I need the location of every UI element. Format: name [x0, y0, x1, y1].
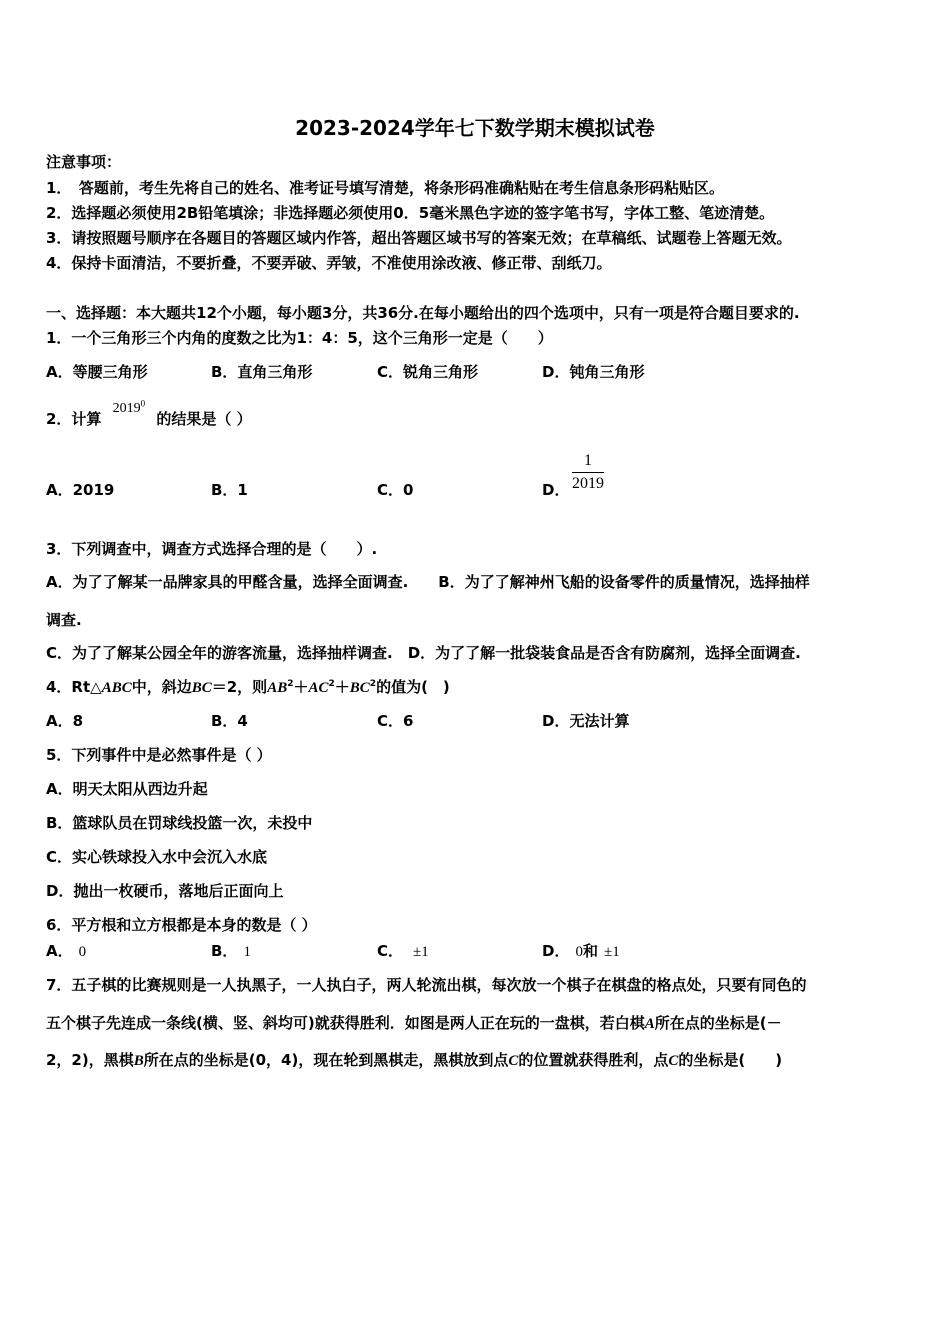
q2-stem-post: 的结果是（ ） [156, 410, 252, 428]
q3-options-line-2: 调查. [46, 611, 82, 629]
q6-a-value: 0 [78, 944, 87, 960]
q6-d-and: 和 [582, 942, 598, 960]
q5-option-a: A．明天太阳从西边升起 [46, 780, 208, 798]
q7-point-c: C [508, 1053, 519, 1069]
q1-option-b: B．直角三角形 [211, 363, 313, 381]
q2-expression [112, 398, 146, 417]
q6-option-a [46, 940, 86, 961]
q4-option-c: C．6 [377, 712, 414, 730]
question-5-stem: 5．下列事件中是必然事件是（ ） [46, 746, 272, 764]
q2-option-b: B．1 [211, 481, 248, 499]
q4-option-a: A．8 [46, 712, 84, 730]
q2-stem-pre: 2．计算 [46, 410, 102, 428]
q7-line3-post: 的坐标是( ) [678, 1051, 783, 1069]
q4-mid2: ＝2，则 [211, 678, 268, 696]
notice-item-2: 2．选择题必须使用2B铅笔填涂；非选择题必须使用0．5毫米黑色字迹的签字笔书写，字体工整、笔迹清楚。 [46, 204, 775, 222]
fraction-numerator: 1 [572, 452, 604, 473]
q6-b-value: 1 [243, 944, 251, 960]
q6-c-label: C． [377, 942, 404, 960]
question-2-stem [46, 398, 252, 429]
q4-triangle: ABC [101, 680, 132, 696]
q1-option-a: A．等腰三角形 [46, 363, 148, 381]
q6-d-label: D． [542, 942, 570, 960]
q4-pre: 4．Rt△ [46, 678, 102, 696]
q1-option-c: C．锐角三角形 [377, 363, 479, 381]
question-6-stem: 6．平方根和立方根都是本身的数是（ ） [46, 916, 317, 934]
notice-item-1: 1． 答题前，考生先将自己的姓名、准考证号填写清楚，将条形码准确粘贴在考生信息条形码粘贴区。 [46, 179, 724, 197]
q4-plus-1: ＋ [293, 678, 309, 696]
q6-d-value: 0 [575, 944, 583, 960]
q2-base: 2019 [112, 401, 141, 416]
q6-d-value-2: ±1 [603, 944, 620, 960]
question-3-stem: 3．下列调查中，调查方式选择合理的是（ ）. [46, 540, 378, 558]
q7-line2-pre: 五个棋子先连成一条线(横、竖、斜均可)就获得胜利．如图是两人正在玩的一盘棋，若白棋 [46, 1014, 645, 1032]
q2-option-a: A．2019 [46, 481, 115, 499]
q2-option-d-label: D． [542, 481, 570, 499]
q4-option-d: D．无法计算 [542, 712, 630, 730]
q3-options-line-1: A．为了了解某一品牌家具的甲醛含量，选择全面调查. B．为了了解神州飞船的设备零件的质量情况，选择抽样 [46, 573, 810, 591]
q4-bc-square: 2 [369, 679, 377, 689]
q4-ac-square: 2 [328, 679, 335, 689]
q4-bc-2: BC [349, 680, 370, 696]
notice-heading: 注意事项： [46, 153, 122, 171]
q6-option-d [542, 940, 620, 961]
q5-option-d: D．抛出一枚硬币，落地后正面向上 [46, 882, 284, 900]
q1-option-d: D．钝角三角形 [542, 363, 645, 381]
q4-plus-2: ＋ [334, 678, 350, 696]
q7-line3-mid2: 的位置就获得胜利，点 [518, 1051, 669, 1069]
question-1-stem: 1．一个三角形三个内角的度数之比为1：4：5，这个三角形一定是（ ） [46, 329, 553, 347]
q6-option-b [211, 940, 251, 961]
q7-point-b: B [133, 1053, 144, 1069]
fraction-denominator: 2019 [572, 475, 604, 492]
question-7-line-1: 7．五子棋的比赛规则是一人执黑子，一人执白子，两人轮流出棋，每次放一个棋子在棋盘的格点处，只要有同色的 [46, 976, 807, 994]
q4-post: 的值为( ) [376, 678, 450, 696]
q7-line3-pre: 2，2)，黑棋 [46, 1051, 134, 1069]
question-4-stem [46, 676, 450, 697]
q2-exponent: 0 [140, 398, 146, 409]
q6-b-label: B． [211, 942, 238, 960]
section-heading: 一、选择题：本大题共12个小题，每小题3分，共36分.在每小题给出的四个选项中，只有一项是符合题目要求的. [46, 304, 800, 322]
q7-point-a: A [644, 1016, 655, 1032]
q4-ab-square: 2 [287, 679, 294, 689]
q6-a-label: A． [46, 942, 73, 960]
q7-point-c-2: C [668, 1053, 679, 1069]
q2-option-c: C．0 [377, 481, 414, 499]
q4-option-b: B．4 [211, 712, 248, 730]
q4-ac: AC [308, 680, 329, 696]
q6-c-value: ±1 [413, 944, 429, 960]
q5-option-b: B．篮球队员在罚球线投篮一次，未投中 [46, 814, 313, 832]
q3-options-line-3: C．为了了解某公园全年的游客流量，选择抽样调查. D．为了了解一批袋装食品是否含有防腐剂，选择全面调查. [46, 644, 801, 662]
page-title: 2023-2024学年七下数学期末模拟试卷 [295, 116, 655, 140]
q4-mid1: 中，斜边 [131, 678, 192, 696]
q7-line2-post: 所在点的坐标是(－ [654, 1014, 782, 1032]
notice-item-3: 3．请按照题号顺序在各题目的答题区域内作答，超出答题区域书写的答案无效；在草稿纸、试题卷上答题无效。 [46, 229, 792, 247]
question-7-line-3 [46, 1049, 782, 1070]
notice-item-4: 4．保持卡面清洁，不要折叠，不要弄破、弄皱，不准使用涂改液、修正带、刮纸刀。 [46, 254, 612, 272]
question-7-line-2 [46, 1012, 782, 1033]
q4-ab: AB [267, 680, 288, 696]
q2-option-d-fraction [572, 452, 604, 493]
q5-option-c: C．实心铁球投入水中会沉入水底 [46, 848, 268, 866]
q6-option-c [377, 940, 429, 961]
q4-bc: BC [191, 680, 212, 696]
q7-line3-mid: 所在点的坐标是(0，4)，现在轮到黑棋走，黑棋放到点 [143, 1051, 509, 1069]
